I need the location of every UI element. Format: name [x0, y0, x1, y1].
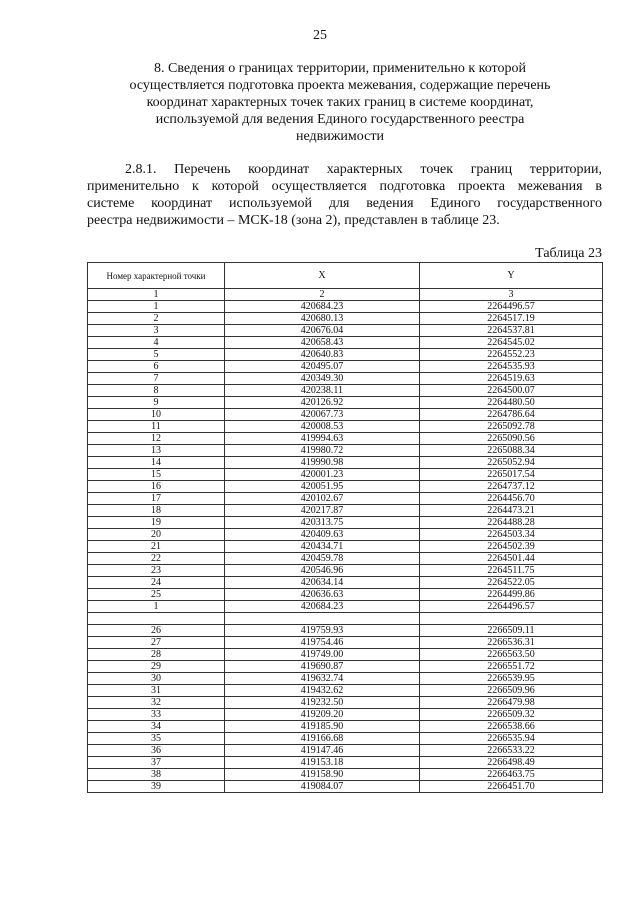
cell-y: 2266509.11: [420, 625, 603, 637]
cell-y: 2264519.63: [420, 373, 603, 385]
cell-point-number: 39: [88, 781, 225, 793]
table-row: [88, 469, 603, 481]
cell-y: 2266538.66: [420, 721, 603, 733]
paragraph-line: применительно к которой осуществляется подготовка проекта межевания в: [87, 179, 602, 194]
cell-point-number: 8: [88, 385, 225, 397]
table-row: [88, 313, 603, 325]
table-row: [88, 757, 603, 769]
cell-x: 419632.74: [225, 673, 420, 685]
cell-point-number: 3: [88, 325, 225, 337]
cell-point-number: 7: [88, 373, 225, 385]
cell-point-number: 2: [88, 313, 225, 325]
cell-y: [420, 613, 603, 625]
cell-x: 420640.83: [225, 349, 420, 361]
cell-point-number: 12: [88, 433, 225, 445]
table-row: [88, 397, 603, 409]
cell-y: 2264496.57: [420, 301, 603, 313]
cell-point-number: 37: [88, 757, 225, 769]
table-row: [88, 361, 603, 373]
table-row: [88, 349, 603, 361]
cell-point-number: 5: [88, 349, 225, 361]
cell-x: 419990.98: [225, 457, 420, 469]
cell-y: 2264473.21: [420, 505, 603, 517]
table-row: [88, 493, 603, 505]
heading-line: недвижимости: [296, 129, 384, 144]
cell-x: 419147.46: [225, 745, 420, 757]
table-row: [88, 673, 603, 685]
cell-y: 2264501.44: [420, 553, 603, 565]
table-row: [88, 697, 603, 709]
table-row: [88, 517, 603, 529]
cell-x: 419232.50: [225, 697, 420, 709]
heading-line: используемой для ведения Единого государственного реестра: [155, 112, 525, 127]
cell-point-number: 18: [88, 505, 225, 517]
cell-point-number: [88, 613, 225, 625]
cell-y: 2266498.49: [420, 757, 603, 769]
cell-x: [225, 613, 420, 625]
cell-y: 2266451.70: [420, 781, 603, 793]
cell-x: 420546.96: [225, 565, 420, 577]
cell-x: 419690.87: [225, 661, 420, 673]
cell-y: 2264522.05: [420, 577, 603, 589]
table-row: [88, 721, 603, 733]
table-row: [88, 409, 603, 421]
paragraph-line: реестра недвижимости – МСК-18 (зона 2), представлен в таблице 23.: [87, 213, 500, 228]
table-row: [88, 625, 603, 637]
cell-x: 419185.90: [225, 721, 420, 733]
table-row: [88, 577, 603, 589]
cell-y: 2264511.75: [420, 565, 603, 577]
cell-point-number: 32: [88, 697, 225, 709]
cell-y: 2265090.56: [420, 433, 603, 445]
cell-x: 420001.23: [225, 469, 420, 481]
cell-point-number: 27: [88, 637, 225, 649]
cell-point-number: 1: [88, 601, 225, 613]
cell-point-number: 33: [88, 709, 225, 721]
cell-point-number: 15: [88, 469, 225, 481]
table-row: [88, 445, 603, 457]
cell-y: 2264500.07: [420, 385, 603, 397]
section-heading: [120, 60, 560, 145]
cell-y: 2264552.23: [420, 349, 603, 361]
cell-y: 2265088.34: [420, 445, 603, 457]
cell-x: 419759.93: [225, 625, 420, 637]
cell-y: 2264502.39: [420, 541, 603, 553]
table-row: [88, 541, 603, 553]
cell-x: 419153.18: [225, 757, 420, 769]
cell-y: 2266539.95: [420, 673, 603, 685]
column-number-row: [88, 289, 603, 301]
cell-y: 2265092.78: [420, 421, 603, 433]
column-number: 2: [225, 289, 420, 301]
cell-x: 419158.90: [225, 769, 420, 781]
table-row: [88, 373, 603, 385]
cell-point-number: 34: [88, 721, 225, 733]
cell-point-number: 17: [88, 493, 225, 505]
cell-x: 420409.63: [225, 529, 420, 541]
table-row: [88, 433, 603, 445]
cell-y: 2264456.70: [420, 493, 603, 505]
table-row: [88, 505, 603, 517]
cell-x: 419994.63: [225, 433, 420, 445]
cell-x: 420459.78: [225, 553, 420, 565]
cell-x: 419209.20: [225, 709, 420, 721]
page-number: 25: [313, 28, 327, 43]
paragraph-line: системе координат используемой для ведения Единого государственного: [87, 196, 602, 211]
table-row: [88, 613, 603, 625]
cell-y: 2264503.34: [420, 529, 603, 541]
cell-point-number: 28: [88, 649, 225, 661]
cell-point-number: 30: [88, 673, 225, 685]
cell-x: 420217.87: [225, 505, 420, 517]
cell-point-number: 1: [88, 301, 225, 313]
table-header-row: [88, 263, 603, 289]
cell-point-number: 25: [88, 589, 225, 601]
cell-x: 420658.43: [225, 337, 420, 349]
table-row: [88, 661, 603, 673]
cell-x: 419432.62: [225, 685, 420, 697]
cell-y: 2265052.94: [420, 457, 603, 469]
column-number: 3: [420, 289, 603, 301]
cell-point-number: 9: [88, 397, 225, 409]
cell-point-number: 10: [88, 409, 225, 421]
cell-point-number: 21: [88, 541, 225, 553]
table-row: [88, 685, 603, 697]
table-row: [88, 553, 603, 565]
cell-x: 420238.11: [225, 385, 420, 397]
heading-line: осуществляется подготовка проекта межевания, содержащие перечень: [129, 78, 551, 93]
cell-y: 2264737.12: [420, 481, 603, 493]
cell-y: 2266563.50: [420, 649, 603, 661]
intro-paragraph: [87, 161, 602, 229]
cell-x: 419754.46: [225, 637, 420, 649]
paragraph-line: 2.8.1. Перечень координат характерных точек границ территории,: [125, 162, 602, 177]
cell-point-number: 6: [88, 361, 225, 373]
cell-x: 420636.63: [225, 589, 420, 601]
cell-point-number: 19: [88, 517, 225, 529]
cell-x: 420102.67: [225, 493, 420, 505]
table-row: [88, 781, 603, 793]
cell-x: 419084.07: [225, 781, 420, 793]
table-row: [88, 301, 603, 313]
cell-point-number: 36: [88, 745, 225, 757]
cell-x: 420680.13: [225, 313, 420, 325]
table-row: [88, 565, 603, 577]
cell-x: 420067.73: [225, 409, 420, 421]
cell-x: 420051.95: [225, 481, 420, 493]
cell-x: 420349.30: [225, 373, 420, 385]
cell-x: 420008.53: [225, 421, 420, 433]
cell-x: 420313.75: [225, 517, 420, 529]
cell-x: 419980.72: [225, 445, 420, 457]
table-row: [88, 733, 603, 745]
table-row: [88, 637, 603, 649]
heading-line: координат характерных точек таких границ в системе координат,: [146, 95, 534, 110]
table-caption: Таблица 23: [535, 246, 602, 261]
cell-y: 2266463.75: [420, 769, 603, 781]
cell-x: 420676.04: [225, 325, 420, 337]
cell-point-number: 29: [88, 661, 225, 673]
table-row: [88, 325, 603, 337]
cell-y: 2264535.93: [420, 361, 603, 373]
cell-x: 419166.68: [225, 733, 420, 745]
cell-x: 420634.14: [225, 577, 420, 589]
cell-point-number: 26: [88, 625, 225, 637]
table-row: [88, 649, 603, 661]
table-row: [88, 529, 603, 541]
cell-point-number: 20: [88, 529, 225, 541]
table-row: [88, 385, 603, 397]
table-row: [88, 337, 603, 349]
cell-x: 420434.71: [225, 541, 420, 553]
table-row: [88, 601, 603, 613]
cell-point-number: 11: [88, 421, 225, 433]
cell-y: 2265017.54: [420, 469, 603, 481]
cell-x: 419749.00: [225, 649, 420, 661]
table-row: [88, 769, 603, 781]
cell-y: 2266536.31: [420, 637, 603, 649]
cell-y: 2266509.96: [420, 685, 603, 697]
coordinates-table: [87, 262, 603, 793]
column-number: 1: [88, 289, 225, 301]
header-y: Y: [420, 263, 603, 289]
table-row: [88, 745, 603, 757]
cell-point-number: 23: [88, 565, 225, 577]
table-row: [88, 709, 603, 721]
table-row: [88, 457, 603, 469]
heading-line: 8. Сведения о границах территории, применительно к которой: [154, 61, 526, 76]
cell-y: 2264537.81: [420, 325, 603, 337]
cell-point-number: 24: [88, 577, 225, 589]
cell-y: 2266479.98: [420, 697, 603, 709]
table-row: [88, 589, 603, 601]
cell-x: 420684.23: [225, 601, 420, 613]
header-x: X: [225, 263, 420, 289]
cell-point-number: 22: [88, 553, 225, 565]
header-point-number: Номер характерной точки: [88, 263, 225, 289]
cell-point-number: 16: [88, 481, 225, 493]
table-row: [88, 481, 603, 493]
cell-point-number: 14: [88, 457, 225, 469]
cell-y: 2264480.50: [420, 397, 603, 409]
cell-y: 2264488.28: [420, 517, 603, 529]
cell-point-number: 31: [88, 685, 225, 697]
cell-y: 2266533.22: [420, 745, 603, 757]
cell-x: 420126.92: [225, 397, 420, 409]
cell-point-number: 38: [88, 769, 225, 781]
table-row: [88, 421, 603, 433]
cell-y: 2266509.32: [420, 709, 603, 721]
cell-y: 2264786.64: [420, 409, 603, 421]
cell-y: 2264496.57: [420, 601, 603, 613]
cell-point-number: 4: [88, 337, 225, 349]
cell-x: 420684.23: [225, 301, 420, 313]
cell-x: 420495.07: [225, 361, 420, 373]
cell-y: 2264517.19: [420, 313, 603, 325]
cell-y: 2266551.72: [420, 661, 603, 673]
cell-y: 2264499.86: [420, 589, 603, 601]
table-body: [88, 301, 603, 793]
cell-point-number: 13: [88, 445, 225, 457]
cell-point-number: 35: [88, 733, 225, 745]
cell-y: 2266535.94: [420, 733, 603, 745]
cell-y: 2264545.02: [420, 337, 603, 349]
